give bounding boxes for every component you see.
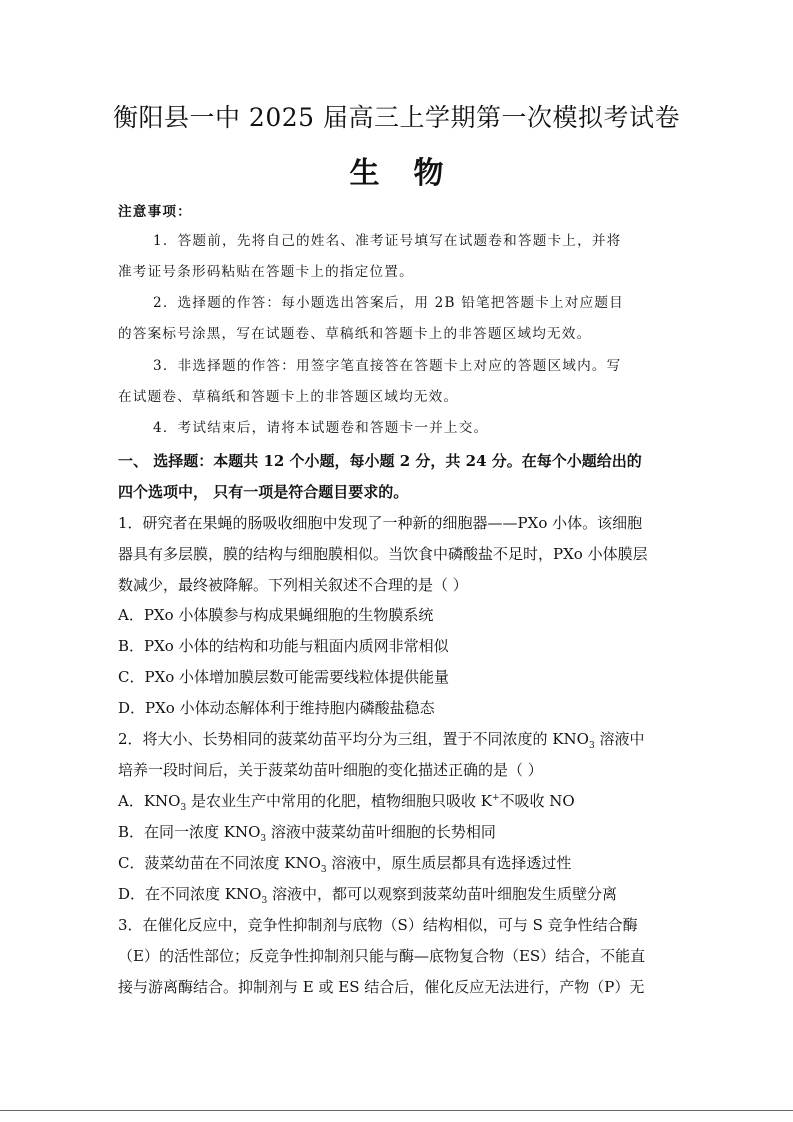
q3-stem-line-3: 接与游离酶结合。抑制剂与 E 或 ES 结合后，催化反应无法进行，产物（P）无	[118, 978, 645, 996]
notice-item-1-line-1: 1．答题前，先将自己的姓名、准考证号填写在试题卷和答题卡上，并将	[153, 233, 622, 249]
subject-title: 生物	[349, 156, 478, 191]
notice-heading: 注意事项：	[118, 204, 192, 220]
footer-divider	[0, 1110, 793, 1111]
notice-item-3-line-2: 在试题卷、草稿纸和答题卡上的非答题区域均无效。	[118, 389, 459, 405]
section-heading-line-1: 一、 选择题：本题共 12 个小题，每小题 2 分，共 24 分。在每个小题给出的	[118, 452, 642, 470]
section-heading-line-2: 四个选项中， 只有一项是符合题目要求的。	[118, 483, 409, 501]
q1-option-d: D．PXo 小体动态解体利于维持胞内磷酸盐稳态	[118, 699, 435, 717]
q1-stem-line-2: 器具有多层膜，膜的结构与细胞膜相似。当饮食中磷酸盐不足时，PXo 小体膜层	[118, 545, 648, 563]
notice-item-2-line-1: 2．选择题的作答：每小题选出答案后，用 2B 铅笔把答题卡上对应题目	[153, 295, 624, 311]
exam-title: 衡阳县一中 2025 届高三上学期第一次模拟考试卷	[112, 103, 681, 132]
q3-stem-line-1: 3．在催化反应中，竞争性抑制剂与底物（S）结构相似，可与 S 竞争性结合酶	[118, 916, 638, 934]
q2-option-b: B．在同一浓度 $KNO_3$ 溶液中菠菜幼苗叶细胞的长势相同	[118, 823, 496, 844]
notice-item-3-line-1: 3．非选择题的作答：用签字笔直接答在答题卡上对应的答题区域内。写	[153, 358, 622, 374]
notice-item-2-line-2: 的答案标号涂黑，写在试题卷、草稿纸和答题卡上的非答题区域均无效。	[118, 326, 592, 342]
notice-item-1-line-2: 准考证号条形码粘贴在答题卡上的指定位置。	[118, 264, 414, 280]
q1-option-a: A．PXo 小体膜参与构成果蝇细胞的生物膜系统	[118, 606, 434, 624]
q2-option-c: C．菠菜幼苗在不同浓度 $KNO_3$ 溶液中，原生质层都具有选择透过性	[118, 854, 572, 875]
q3-stem-line-2: （E）的活性部位；反竞争性抑制剂只能与酶—底物复合物（ES）结合，不能直	[118, 947, 646, 965]
q1-option-c: C．PXo 小体增加膜层数可能需要线粒体提供能量	[118, 668, 450, 686]
q2-option-d: D．在不同浓度 $KNO_3$ 溶液中，都可以观察到菠菜幼苗叶细胞发生质壁分离	[118, 885, 617, 906]
q2-stem-line-1: 2．将大小、长势相同的菠菜幼苗平均分为三组，置于不同浓度的 $KNO_3$ 溶液中	[118, 730, 645, 751]
q1-option-b: B．PXo 小体的结构和功能与粗面内质网非常相似	[118, 637, 449, 655]
q2-option-a: A．$KNO_3$ 是农业生产中常用的化肥，植物细胞只吸收 K+不吸收 NO	[118, 792, 575, 813]
q1-stem-line-1: 1．研究者在果蝇的肠吸收细胞中发现了一种新的细胞器——PXo 小体。该细胞	[118, 514, 643, 532]
q1-stem-line-3: 数减少，最终被降解。下列相关叙述不合理的是（ ）	[118, 576, 468, 594]
q2-stem-line-2: 培养一段时间后，关于菠菜幼苗叶细胞的变化描述正确的是（ ）	[118, 761, 543, 779]
notice-item-4: 4．考试结束后，请将本试题卷和答题卡一并上交。	[153, 420, 489, 436]
